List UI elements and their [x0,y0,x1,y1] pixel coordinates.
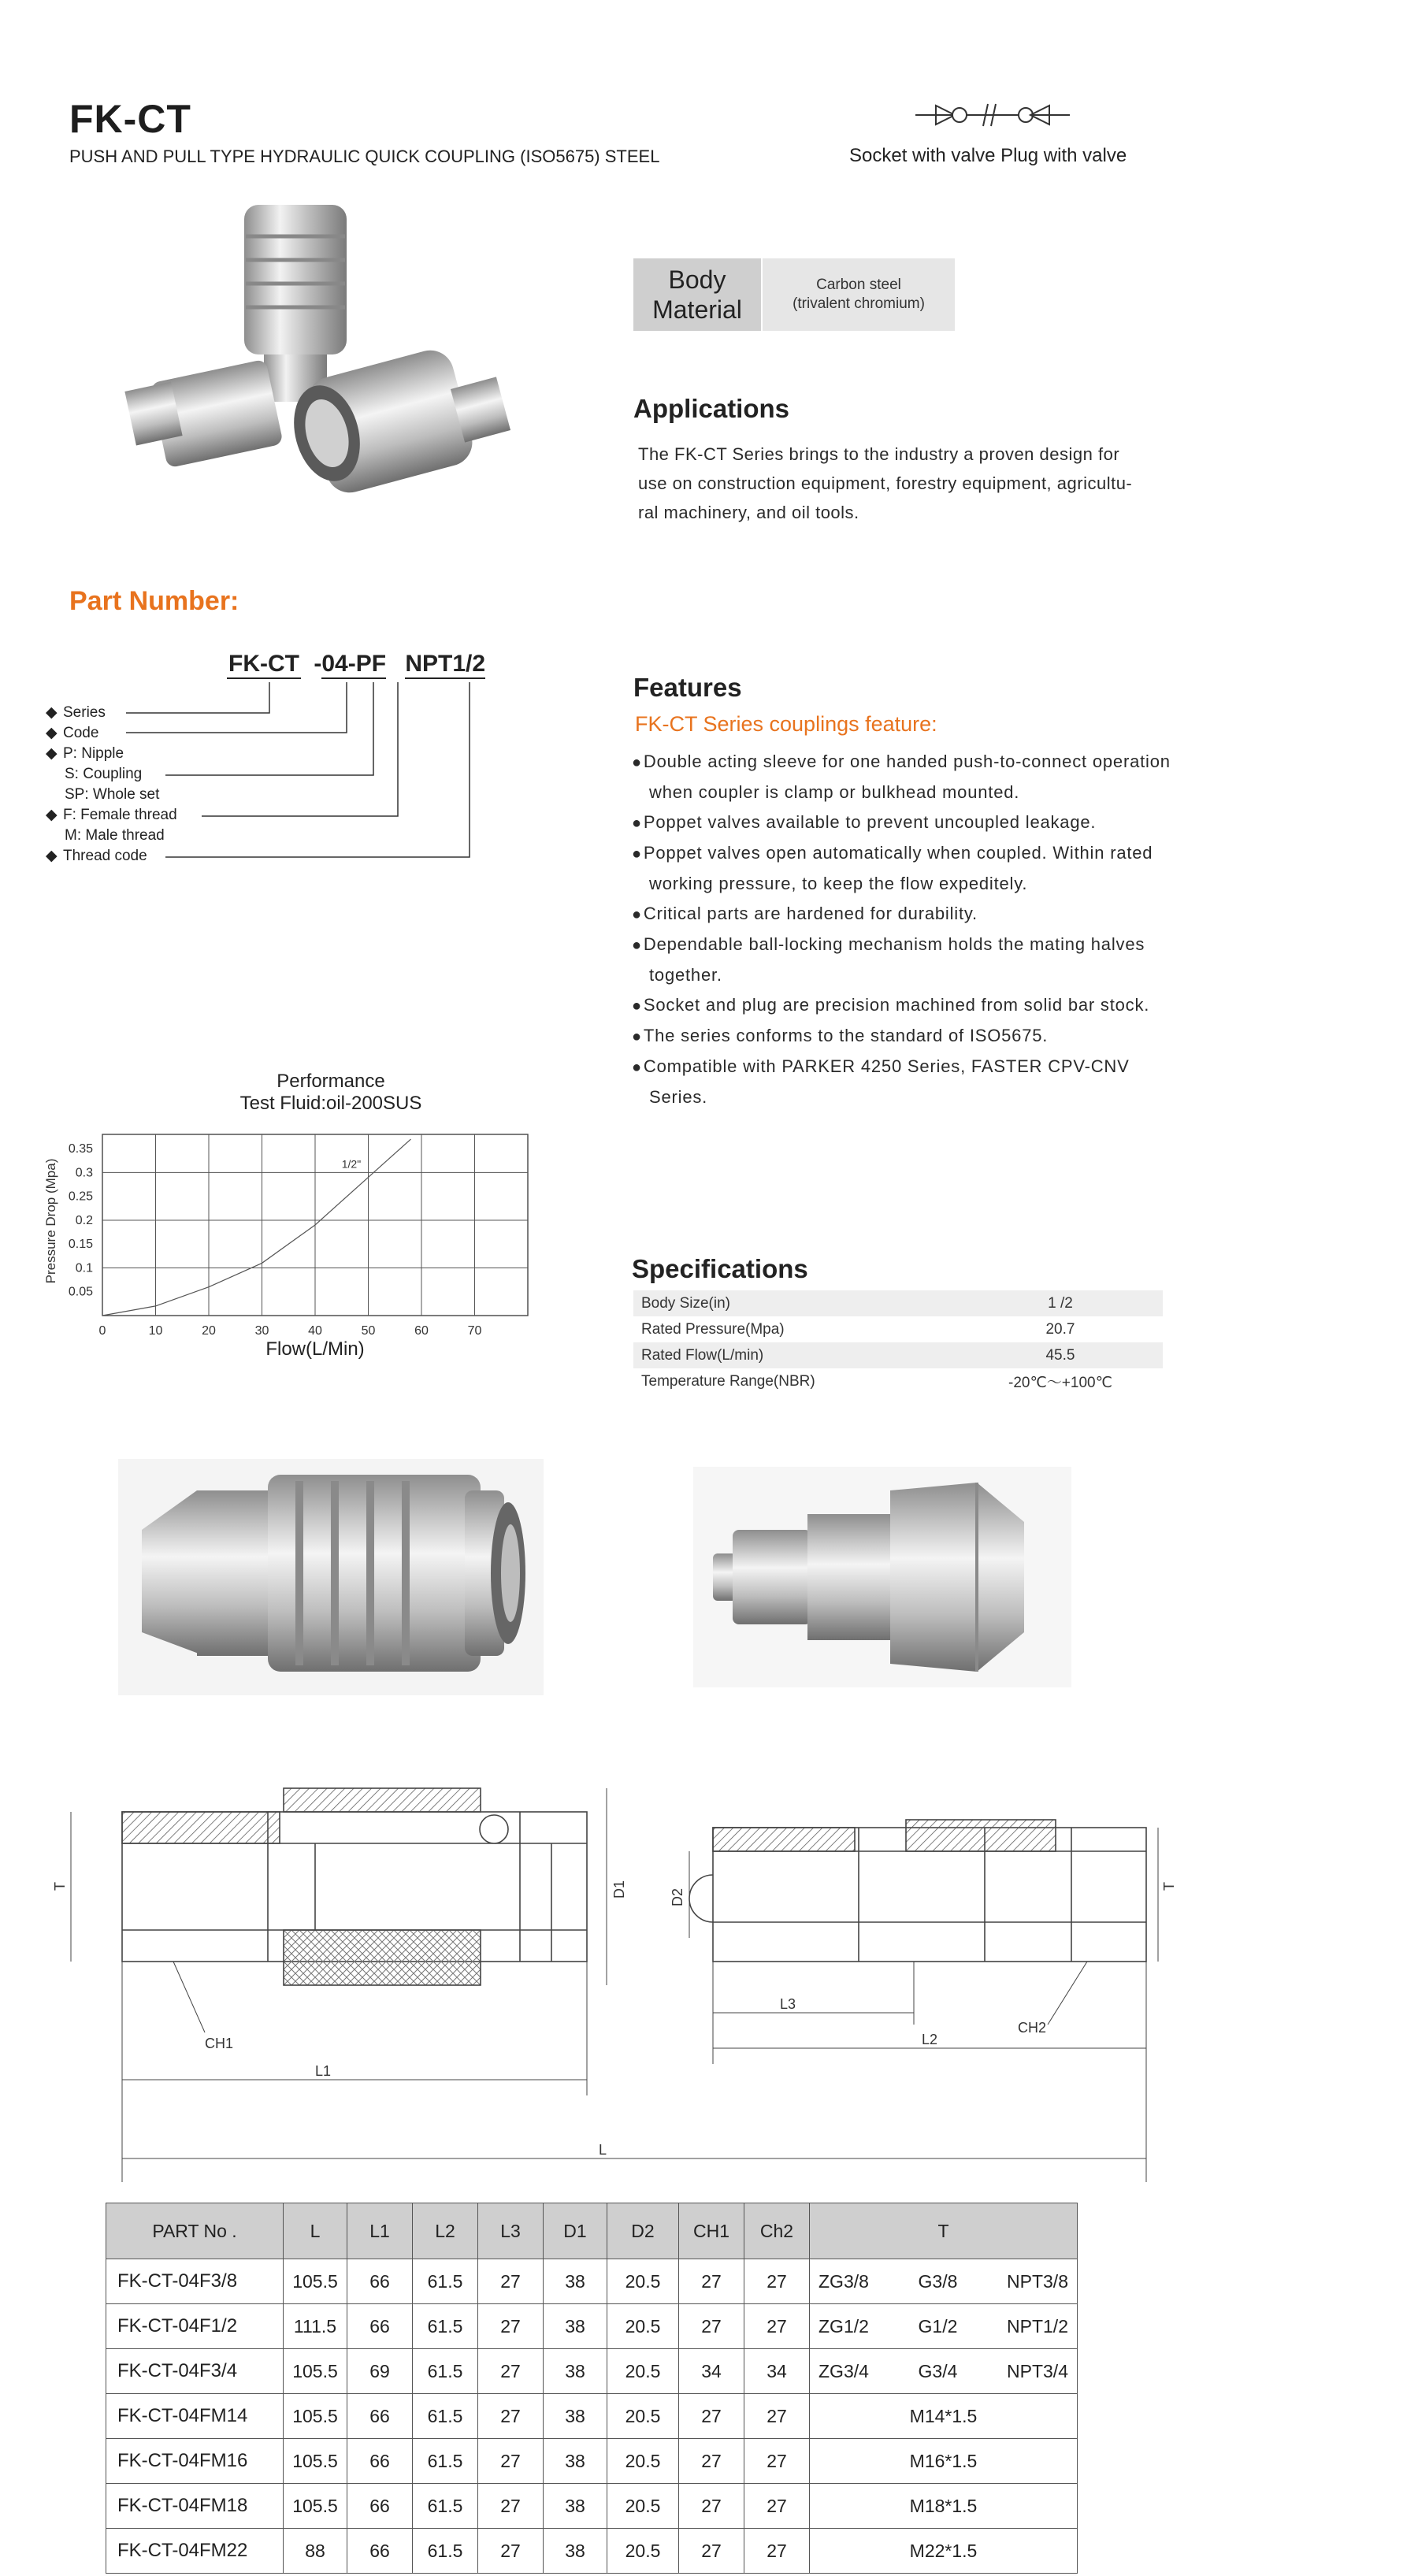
chart-y-tick: 0.35 [68,1142,93,1156]
dim-cell-ch1: 27 [679,2529,744,2574]
chart-x-label: Flow(L/Min) [265,1338,365,1360]
thread-option: NPT1/2 [1007,2315,1068,2337]
chart-y-label: Pressure Drop (Mpa) [43,1158,58,1284]
thread-option: G1/2 [918,2315,958,2337]
col-t: T [810,2203,1078,2259]
chart-y-tick: 0.15 [68,1238,93,1252]
code-series: FK-CT [227,651,301,679]
col-d1: D1 [544,2203,607,2259]
dim-cell-l3: 27 [478,2349,544,2394]
body-material-value-line1: Carbon steel [816,277,901,293]
product-group-photo [126,197,536,528]
spec-value: 45.5 [958,1342,1163,1368]
page-title: FK-CT [69,97,191,141]
dim-cell-d1: 38 [544,2394,607,2439]
col-d2: D2 [607,2203,679,2259]
applications-text [638,440,1190,527]
dim-cell-l2: 61.5 [413,2304,478,2349]
body-material-key-line1: Body [668,265,726,294]
dim-cell-l: 105.5 [284,2484,347,2529]
table-row [106,2484,1078,2529]
dim-cell-l3: 27 [478,2439,544,2484]
chart-x-tick: 10 [148,1324,163,1338]
part-no-cell: FK-CT-04FM16 [106,2439,284,2484]
spec-row [633,1290,1163,1316]
dim-cell-d2: 20.5 [607,2439,679,2484]
legend-series [46,703,177,723]
dim-ch2: CH2 [1018,2020,1047,2036]
socket-photo [118,1459,544,1695]
thread-option: ZG1/2 [819,2315,869,2337]
thread-option: NPT3/8 [1007,2270,1068,2292]
chart-y-tick: 0.2 [75,1213,93,1227]
parts-table-header [106,2203,1078,2259]
dim-cell-l1: 66 [347,2439,413,2484]
dim-cell-l3: 27 [478,2394,544,2439]
dim-cell-d2: 20.5 [607,2259,679,2304]
diamond-bullet-icon: ◆ [46,704,58,721]
dim-cell-l1: 69 [347,2349,413,2394]
code-number: 04 [321,651,347,679]
dim-cell-ch1: 27 [679,2304,744,2349]
spec-label: Temperature Range(NBR) [633,1368,958,1394]
dim-cell-ch2: 27 [744,2529,810,2574]
legend-female [46,805,177,826]
chart-x-tick: 60 [414,1324,429,1338]
specifications-table [633,1290,1163,1394]
dim-cell-l: 105.5 [284,2349,347,2394]
chart-title: Performance [277,1071,385,1092]
dim-cell-l: 105.5 [284,2439,347,2484]
dim-cell-d1: 38 [544,2484,607,2529]
dim-cell-l2: 61.5 [413,2484,478,2529]
dim-cell-ch2: 27 [744,2484,810,2529]
dim-cell-d1: 38 [544,2439,607,2484]
dim-cell-d1: 38 [544,2349,607,2394]
dim-cell-l1: 66 [347,2259,413,2304]
dim-l: L [599,2142,607,2158]
dim-d2: D2 [670,1887,685,1906]
dim-cell-ch2: 34 [744,2349,810,2394]
table-row [106,2529,1078,2574]
dim-cell-d2: 20.5 [607,2394,679,2439]
feature-item: ● Compatible with PARKER 4250 Series, FASTER CPV-CNV Series. [632,1052,1183,1112]
dim-cell-l3: 27 [478,2529,544,2574]
legend-thread [46,846,177,867]
spec-row [633,1342,1163,1368]
dim-t-left: T [52,1882,68,1891]
dim-cell-l1: 66 [347,2304,413,2349]
chart-subtitle: Test Fluid:oil-200SUS [239,1093,422,1114]
dim-l2: L2 [922,2032,938,2047]
chart-y-tick: 0.1 [75,1261,93,1275]
dim-cell-d2: 20.5 [607,2484,679,2529]
dim-cell-l3: 27 [478,2484,544,2529]
thread-cell: M16*1.5 [810,2439,1078,2484]
chart-series-line [102,1139,411,1316]
chart-y-tick: 0.3 [75,1166,93,1180]
legend-coupling: S: Coupling [65,766,143,782]
chart-y-tick: 0.05 [68,1285,93,1299]
spec-row [633,1316,1163,1342]
thread-cell [810,2304,1078,2349]
dim-cell-l: 105.5 [284,2394,347,2439]
diamond-bullet-icon: ◆ [46,848,58,864]
dim-cell-ch1: 27 [679,2439,744,2484]
feature-item: ● Socket and plug are precision machined from solid bar stock. [632,990,1183,1021]
specifications-heading: Specifications [632,1254,808,1283]
body-material-value [763,258,955,331]
dim-cell-ch2: 27 [744,2304,810,2349]
col-l: L [284,2203,347,2259]
parts-table [106,2203,1078,2574]
chart-series-label: 1/2" [341,1157,362,1171]
feature-item: ● Double acting sleeve for one handed push-to-connect operation when coupler is clamp or bulkhead mounted. [632,747,1183,807]
dim-l1: L1 [315,2063,332,2079]
dim-cell-ch1: 34 [679,2349,744,2394]
part-no-cell: FK-CT-04F3/8 [106,2259,284,2304]
legend-whole-set: SP: Whole set [65,786,160,803]
dim-cell-ch1: 27 [679,2394,744,2439]
col-ch1: CH1 [679,2203,744,2259]
diamond-bullet-icon: ◆ [46,725,58,741]
body-material-key [633,258,761,331]
thread-option: ZG3/8 [819,2270,869,2292]
dim-cell-ch2: 27 [744,2394,810,2439]
dim-cell-d1: 38 [544,2304,607,2349]
valve-symbol-icon [914,93,1071,140]
legend-text: P: Nipple [63,745,124,762]
legend-text: F: Female thread [63,807,177,823]
part-no-cell: FK-CT-04F1/2 [106,2304,284,2349]
technical-drawing [47,1765,1177,2166]
dim-cell-d1: 38 [544,2259,607,2304]
dim-cell-d2: 20.5 [607,2349,679,2394]
table-row [106,2394,1078,2439]
chart-x-tick: 20 [202,1324,216,1338]
features-heading: Features [633,673,742,702]
thread-options [811,2361,1076,2382]
chart-y-tick: 0.25 [68,1190,93,1204]
spec-value: 1 /2 [958,1290,1163,1316]
dim-cell-l2: 61.5 [413,2394,478,2439]
col-l2: L2 [413,2203,478,2259]
thread-cell: M18*1.5 [810,2484,1078,2529]
valve-caption: Socket with valve Plug with valve [849,145,1127,166]
part-no-cell: FK-CT-04FM14 [106,2394,284,2439]
diamond-bullet-icon: ◆ [46,745,58,762]
legend-text: Code [63,725,99,741]
col-l1: L1 [347,2203,413,2259]
dim-cell-l3: 27 [478,2259,544,2304]
chart-x-tick: 50 [361,1324,376,1338]
legend-code [46,723,177,744]
feature-item: ● Critical parts are hardened for durability. [632,899,1183,930]
thread-cell: M22*1.5 [810,2529,1078,2574]
dim-cell-l1: 66 [347,2484,413,2529]
table-row [106,2439,1078,2484]
spec-value: -20℃～+100℃ [958,1368,1163,1394]
thread-option: G3/4 [918,2360,958,2381]
dim-cell-ch2: 27 [744,2439,810,2484]
code-type: -PF [348,651,386,679]
chart-x-tick: 40 [308,1324,322,1338]
part-no-cell: FK-CT-04FM22 [106,2529,284,2574]
spec-value: 20.7 [958,1316,1163,1342]
legend-nipple [46,744,177,764]
thread-option: ZG3/4 [819,2360,869,2381]
dim-t-right: T [1161,1882,1177,1891]
code-separator: - [314,651,322,677]
legend-male: M: Male thread [65,827,165,844]
chart-x-tick: 30 [254,1324,269,1338]
applications-line: use on construction equipment, forestry equipment, agricultu- [638,473,1133,493]
dim-cell-ch2: 27 [744,2259,810,2304]
part-number-heading: Part Number: [69,586,239,616]
dim-d1: D1 [611,1880,627,1899]
spec-row [633,1368,1163,1394]
chart-x-tick: 0 [98,1324,106,1338]
table-row [106,2259,1078,2304]
dim-cell-d1: 38 [544,2529,607,2574]
diamond-bullet-icon: ◆ [46,807,58,823]
dim-cell-l1: 66 [347,2394,413,2439]
col-part-no: PART No . [106,2203,284,2259]
body-material-key-line2: Material [652,295,742,324]
applications-line: ral machinery, and oil tools. [638,503,859,522]
col-ch2: Ch2 [744,2203,810,2259]
spec-label: Rated Flow(L/min) [633,1342,958,1368]
feature-item: ● Poppet valves available to prevent uncoupled leakage. [632,807,1183,838]
feature-item: ● Dependable ball-locking mechanism holds the mating halves together. [632,930,1183,990]
dim-cell-l2: 61.5 [413,2259,478,2304]
dim-cell-l2: 61.5 [413,2349,478,2394]
thread-option: NPT3/4 [1007,2360,1068,2381]
plug-photo [693,1467,1071,1687]
dim-cell-l1: 66 [347,2529,413,2574]
code-thread: NPT1/2 [405,651,485,679]
applications-heading: Applications [633,394,790,423]
dim-cell-l: 111.5 [284,2304,347,2349]
legend-text: Series [63,704,106,721]
part-no-cell: FK-CT-04F3/4 [106,2349,284,2394]
thread-options [811,2316,1076,2337]
features-subheading: FK-CT Series couplings feature: [635,712,937,736]
dim-cell-l3: 27 [478,2304,544,2349]
part-no-cell: FK-CT-04FM18 [106,2484,284,2529]
body-material-value-line2: (trivalent chromium) [793,295,925,312]
table-row [106,2349,1078,2394]
features-list [632,747,1183,1112]
dim-cell-d2: 20.5 [607,2304,679,2349]
thread-option: G3/8 [918,2270,958,2292]
page-subtitle: PUSH AND PULL TYPE HYDRAULIC QUICK COUPLING (ISO5675) STEEL [69,147,660,166]
thread-cell [810,2259,1078,2304]
dim-cell-d2: 20.5 [607,2529,679,2574]
part-number-code [227,651,485,679]
legend-text: Thread code [63,848,147,864]
thread-cell: M14*1.5 [810,2394,1078,2439]
thread-cell [810,2349,1078,2394]
spec-label: Rated Pressure(Mpa) [633,1316,958,1342]
part-number-legend [46,703,177,867]
dim-cell-l: 88 [284,2529,347,2574]
feature-item: ● The series conforms to the standard of ISO5675. [632,1021,1183,1052]
spec-label: Body Size(in) [633,1290,958,1316]
dim-cell-l2: 61.5 [413,2529,478,2574]
dim-cell-ch1: 27 [679,2484,744,2529]
dim-cell-l2: 61.5 [413,2439,478,2484]
feature-item: ● Poppet valves open automatically when coupled. Within rated working pressure, to keep the flow expeditely. [632,838,1183,899]
dim-ch1: CH1 [205,2036,234,2051]
dim-cell-ch1: 27 [679,2259,744,2304]
applications-line: The FK-CT Series brings to the industry a proven design for [638,444,1120,464]
performance-chart [32,1063,551,1402]
table-row [106,2304,1078,2349]
dim-l3: L3 [780,1996,796,2012]
dim-cell-l: 105.5 [284,2259,347,2304]
thread-options [811,2271,1076,2292]
col-l3: L3 [478,2203,544,2259]
chart-x-tick: 70 [467,1324,482,1338]
